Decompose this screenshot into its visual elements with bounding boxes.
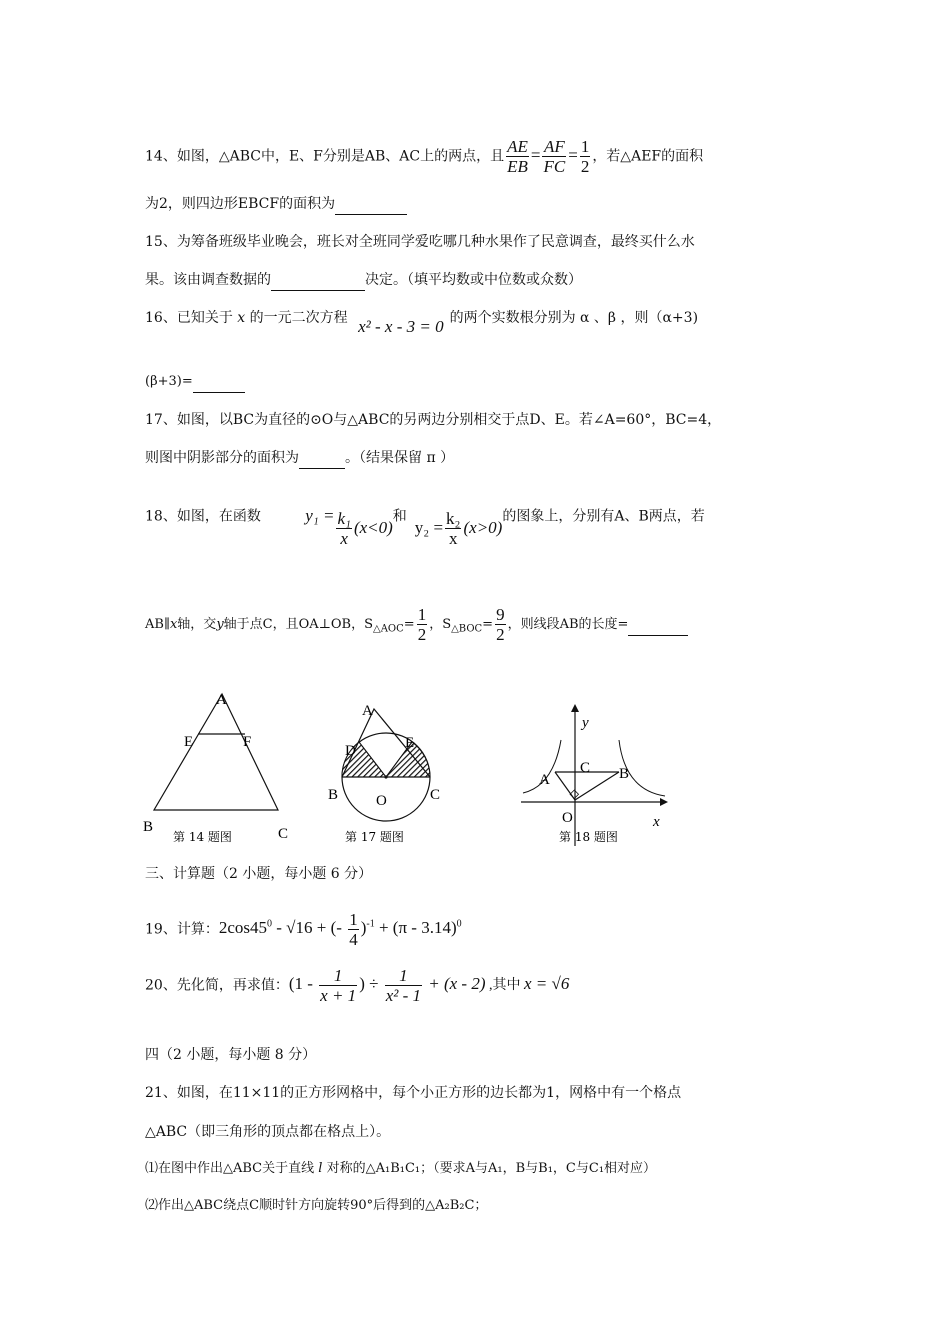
frac-num: 1 (580, 137, 590, 156)
q21-line2: △ABC（即三角形的顶点都在格点上）。 (145, 1124, 391, 1140)
q18-text: 和 (392, 508, 407, 525)
frac-den: FC (543, 157, 566, 176)
frac-den: x (340, 529, 348, 548)
q16-line1 (145, 307, 699, 336)
q15-line2 (145, 270, 582, 291)
q18-line1 (145, 497, 705, 548)
label-b: B (328, 787, 339, 803)
var-l: l (318, 1161, 323, 1176)
q17-text: 。（结果保留 π ） (345, 450, 455, 466)
q19-text: 19、计算： (145, 921, 219, 938)
label-a: A (216, 692, 227, 708)
q18-line2 (145, 605, 688, 644)
q16-text: 16、已知关于 (145, 310, 233, 326)
label-b: B (143, 819, 154, 835)
equals: = (482, 617, 494, 632)
q20-text: 20、先化简，再求值： (145, 977, 289, 994)
label-b: B (619, 766, 630, 782)
q19-line (145, 910, 462, 949)
label-c: C (580, 760, 591, 776)
q21-line1: 21、如图，在11×11的正方形网格中，每个小正方形的边长都为1，网格中有一个格点 (145, 1085, 682, 1101)
q18-cond1: (x<0) (353, 517, 393, 537)
expr-part: √16 (286, 918, 313, 938)
label-c: C (278, 826, 289, 842)
subscript: △AOC (373, 623, 404, 635)
superscript: 0 (267, 918, 272, 930)
y-axis-arrow (571, 704, 579, 712)
expr-part: ) (360, 918, 367, 938)
q15-text: 果。该由调查数据的 (145, 272, 271, 288)
q16-line2 (145, 372, 245, 393)
q20-expression (288, 966, 570, 1005)
label-a: A (362, 703, 373, 719)
center-o (384, 775, 387, 778)
equals: = (403, 617, 415, 632)
expr-part: x = √6 (524, 974, 570, 994)
q15-text: 决定。（填平均数或中位数或众数） (365, 272, 582, 288)
q16-text: (β+3)= (145, 374, 193, 389)
frac-num: k₁ (337, 509, 351, 528)
answer-blank (193, 372, 245, 393)
q18-text: ，则线段AB的长度= (507, 617, 629, 632)
q14-fraction-af-fc (542, 137, 566, 176)
q18-text: AB∥ (145, 617, 170, 632)
q20-fraction-2 (385, 966, 422, 1005)
frac-den: x (449, 529, 458, 548)
answer-blank (335, 194, 407, 215)
q17-line1: 17、如图，以BC为直径的⊙O与△ABC的另两边分别相交于点D、E。若∠A=60°，BC=4， (145, 412, 722, 428)
q18-fraction-9-2 (495, 605, 506, 644)
q21-text: 对称的△A₁B₁C₁；（要求A与A₁，B与B₁，C与C₁相对应） (326, 1161, 657, 1176)
equals: = (530, 145, 541, 165)
q15-line1: 15、为筹备班级毕业晚会，班长对全班同学爱吃哪几种水果作了民意调查，最终买什么水 (145, 234, 695, 250)
q20-fraction-1 (319, 966, 357, 1005)
caption-17: 第 17 题图 (345, 830, 404, 844)
frac-num: 9 (496, 605, 505, 624)
label-d: D (345, 743, 356, 759)
q14-text: ，若△AEF的面积 (592, 148, 704, 165)
q14-fraction-ae-eb (506, 137, 529, 176)
q20-line (145, 966, 569, 1005)
q21-item2: ⑵作出△ABC绕点C顺时针方向旋转90°后得到的△A₂B₂C； (145, 1198, 488, 1213)
q17-text: 则图中阴影部分的面积为 (145, 450, 299, 466)
q14-line1 (145, 137, 703, 176)
q18-fraction-k2-x (445, 509, 461, 548)
q14-fraction-half (580, 137, 591, 176)
q18-fraction-1-2 (417, 605, 428, 644)
q19-fraction-1-4 (348, 910, 359, 949)
equals: = (568, 145, 578, 165)
figure-14 (140, 688, 310, 848)
frac-num: 1 (417, 605, 427, 624)
frac-den: x + 1 (320, 986, 357, 1005)
expr-part: + (x - 2) (424, 974, 486, 994)
answer-blank (628, 615, 688, 636)
q18-cond2: (x>0) (463, 517, 503, 537)
q16-text: 的两个实数根分别为 α 、β ，则（α+3) (449, 310, 699, 326)
superscript: -1 (366, 918, 375, 930)
q18-text: 的图象上，分别有A、B两点，若 (502, 508, 705, 525)
expr-part: + (π - 3.14) (374, 918, 457, 938)
q18-text: 轴，交 (177, 617, 217, 632)
expr-part: 2cos45 (218, 918, 267, 938)
q18-text: 轴于点C，且OA⊥OB，S (223, 617, 374, 632)
var-x: x (169, 617, 178, 632)
subscript: △BOC (451, 623, 483, 635)
answer-blank (271, 270, 365, 291)
expr-part: ) ÷ (359, 974, 383, 994)
section4-title: 四（2 小题，每小题 8 分） (145, 1047, 317, 1063)
frac-den: 2 (417, 625, 427, 644)
frac-den: EB (507, 157, 528, 176)
segment-ob (575, 772, 619, 800)
q18-y1: y₁ = (305, 505, 335, 525)
expr-part: + (- (312, 918, 347, 938)
frac-num: 1 (385, 966, 422, 986)
q18-text: 18、如图，在函数 (145, 508, 261, 525)
q14-line2 (145, 194, 407, 215)
q14-text: 为2，则四边形EBCF的面积为 (145, 196, 336, 212)
label-e: E (405, 735, 415, 751)
q18-text: ，S (429, 617, 452, 632)
frac-num: k₂ (446, 509, 461, 528)
frac-num: 1 (349, 910, 358, 929)
var-y: y (216, 617, 224, 632)
q19-expression (218, 910, 462, 949)
caption-14: 第 14 题图 (173, 830, 232, 844)
label-y: y (582, 715, 589, 731)
q21-text: ⑴在图中作出△ABC关于直线 (145, 1161, 315, 1176)
section3-title: 三、计算题（2 小题，每小题 6 分） (145, 866, 373, 882)
q21-item1 (145, 1159, 656, 1179)
figure-18 (515, 700, 675, 850)
frac-den: 4 (349, 930, 358, 949)
frac-den: 2 (580, 157, 590, 176)
expr-part: (1 - (288, 974, 318, 994)
x-axis-arrow (660, 798, 668, 806)
frac-num: AF (543, 137, 565, 156)
label-o: O (376, 793, 387, 809)
var-x: x (237, 310, 246, 326)
frac-den: x² - 1 (385, 986, 421, 1005)
superscript: 0 (456, 918, 462, 930)
label-f: F (243, 734, 252, 750)
q18-y2: y₂ = (414, 517, 444, 537)
frac-num: AE (507, 137, 528, 156)
label-o: O (562, 810, 573, 826)
q18-fraction-k1-x (336, 509, 351, 548)
label-c: C (430, 787, 441, 803)
figure-17 (320, 695, 460, 848)
q14-text: 14、如图，△ABC中，E、F分别是AB、AC上的两点，且 (145, 148, 505, 165)
expr-part: ,其中 (485, 978, 525, 994)
q17-line2 (145, 448, 454, 469)
triangle-abc (154, 694, 278, 810)
frac-num: 1 (319, 966, 357, 986)
q16-text: 的一元二次方程 (249, 310, 348, 326)
q16-equation: x² - x - 3 = 0 (358, 317, 444, 336)
frac-den: 2 (496, 625, 505, 644)
label-a: A (539, 772, 550, 788)
label-x: x (653, 814, 660, 830)
caption-18: 第 18 题图 (559, 830, 618, 844)
answer-blank (299, 448, 345, 469)
expr-part: - (272, 918, 287, 938)
label-e: E (184, 734, 194, 750)
